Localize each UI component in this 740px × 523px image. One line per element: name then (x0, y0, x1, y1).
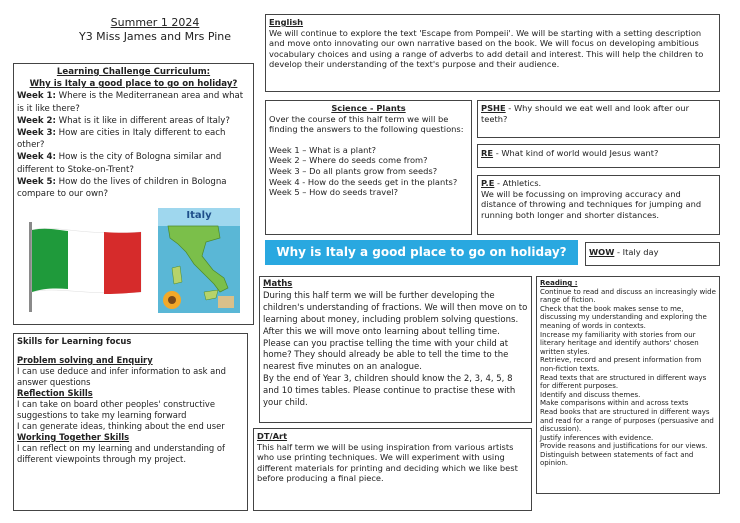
learning-week-item (17, 127, 250, 151)
re-title: RE (481, 148, 494, 158)
dt-art-box (253, 428, 532, 511)
learning-week-label: Week 1: (17, 91, 56, 102)
reading-title: Reading : (540, 279, 578, 287)
pe-text: We will be focussing on improving accuracy and distance of throwing and techniques for jumping and running both longer and shorter distances. (481, 188, 702, 220)
reading-box (536, 276, 720, 494)
pshe-box (477, 100, 720, 138)
science-title: Science - Plants (331, 103, 406, 113)
science-week-item: Week 4 - How do the seeds get in the plants? (269, 176, 458, 187)
skills-section-heading: Reflection Skills (17, 388, 93, 398)
reading-line: Continue to read and discuss an increasingly wide range of fiction. (540, 287, 716, 305)
re-box (477, 144, 720, 168)
wow-text: - Italy day (614, 247, 659, 257)
maths-box (259, 276, 532, 423)
map-title: Italy (186, 210, 212, 221)
skills-section-line: I can take on board other peoples' constructive suggestions to take my learning forward (17, 399, 216, 420)
italy-map-image (158, 208, 240, 313)
learning-week-label: Week 2: (17, 115, 56, 126)
maths-paragraphs (263, 291, 528, 410)
maths-paragraph: By the end of Year 3, children should know the 2, 3, 4, 5, 8 and 10 times tables. Please continue to practise these with your child. (263, 374, 516, 409)
learning-week-item (17, 115, 250, 127)
reading-lines (540, 288, 716, 468)
learning-week-text: What is it like in different areas of Italy? (55, 115, 230, 126)
learning-heading: Learning Challenge Curriculum: (56, 67, 211, 77)
science-intro: Over the course of this half term we will be finding the answers to the following questions: (269, 113, 464, 135)
reading-line: Make comparisons within and across texts (540, 399, 689, 408)
skills-section-line: I can use deduce and infer information to ask and answer questions (17, 366, 226, 387)
skills-section-heading: Working Together Skills (17, 432, 130, 442)
science-weeks-list (269, 145, 468, 198)
page-header (60, 16, 250, 44)
skills-section-line: I can generate ideas, thinking about the end user (17, 421, 225, 431)
learning-week-text: How do the lives of children in Bologna compare to our own? (17, 176, 227, 200)
pshe-title: PSHE (481, 103, 506, 113)
science-week-item: Week 1 – What is a plant? (269, 144, 377, 155)
wow-title: WOW (589, 247, 615, 257)
learning-week-label: Week 3: (17, 128, 56, 139)
english-title: English (269, 17, 304, 27)
pe-box (477, 175, 720, 235)
reading-line: Read texts that are structured in different ways for different purposes. (540, 373, 707, 391)
wow-box (585, 242, 720, 266)
pshe-text: - Why should we eat well and look after our teeth? (481, 103, 689, 124)
skills-section-line: I can reflect on my learning and understanding of different viewpoints through my project. (17, 443, 225, 464)
reading-line: Increase my familiarity with stories from our literary heritage and identify authors' chosen written styles. (540, 330, 699, 356)
skills-sections (17, 355, 244, 465)
learning-week-text: How are cities in Italy different to each other? (17, 128, 226, 151)
skills-title: Skills for Learning focus (17, 336, 132, 346)
pe-title: P.E (481, 178, 495, 188)
reading-line: Retrieve, record and present information from non-fiction texts. (540, 356, 702, 373)
reading-line: Distinguish between statements of fact and opinion. (540, 450, 694, 468)
maths-title: Maths (263, 279, 293, 289)
pe-title-suffix: - Athletics. (494, 178, 542, 188)
learning-week-label: Week 5: (17, 176, 56, 187)
topic-banner: Why is Italy a good place to go on holiday? (265, 240, 578, 265)
dt-art-title: DT/Art (257, 431, 288, 441)
science-week-item: Week 2 – Where do seeds come from? (269, 155, 428, 166)
page-subtitle: Y3 Miss James and Mrs Pine (78, 30, 232, 43)
reading-line: Read books that are structured in different ways and read for a range of purposes (persuasive and discussion). (540, 407, 714, 434)
learning-week-item (17, 90, 250, 114)
skills-section-heading: Problem solving and Enquiry (17, 355, 153, 365)
reading-line: Identify and discuss themes. (540, 390, 641, 399)
learning-week-item (17, 151, 250, 175)
english-text: We will continue to explore the text 'Escape from Pompeii'. We will be starting with a setting description and move onto innovating our own narrative based on the book. We will focus on developing ambitious vocabulary choices and using a range of adverbs to add detail and interest. This will help the children to develop their understanding of the text's purpose and their audience. (269, 27, 704, 70)
english-box (265, 14, 720, 92)
maths-paragraph: During this half term we will be further developing the children's understanding of fractions. We will then move on to learning about money, including problem solving questions. After this we will move onto learning about telling time. Please can you practise telling the time with your child at home? They should already be able to tell the time to the nearest five minutes on an analogue. (263, 290, 528, 373)
science-week-item: Week 3 – Do all plants grow from seeds? (269, 165, 438, 176)
skills-box (13, 333, 248, 511)
learning-week-item (17, 176, 250, 200)
learning-week-text: Where is the Mediterranean area and what is it like there? (17, 91, 244, 114)
reading-line: Check that the book makes sense to me, discussing my understanding and exploring the meaning of words in contexts. (540, 304, 707, 330)
science-box (265, 100, 472, 235)
learning-week-label: Week 4: (17, 152, 56, 163)
science-week-item: Week 5 – How do seeds travel? (269, 187, 399, 198)
learning-question: Why is Italy a good place to go on holiday? (29, 79, 238, 90)
reading-line: Justify inferences with evidence. (540, 433, 654, 442)
page-title: Summer 1 2024 (110, 16, 200, 29)
learning-weeks-list (17, 90, 250, 200)
re-text: - What kind of world would Jesus want? (493, 148, 659, 158)
reading-line: Provide reasons and justifications for our views. (540, 442, 708, 451)
italian-flag-image (26, 222, 144, 312)
dt-art-text: This half term we will be using inspiration from various artists who use printing techniques. We will experiment with using different materials for printing and deciding which we like best before producing a final piece. (257, 441, 518, 484)
learning-week-text: How is the city of Bologna similar and different to Stoke-on-Trent? (17, 152, 222, 175)
